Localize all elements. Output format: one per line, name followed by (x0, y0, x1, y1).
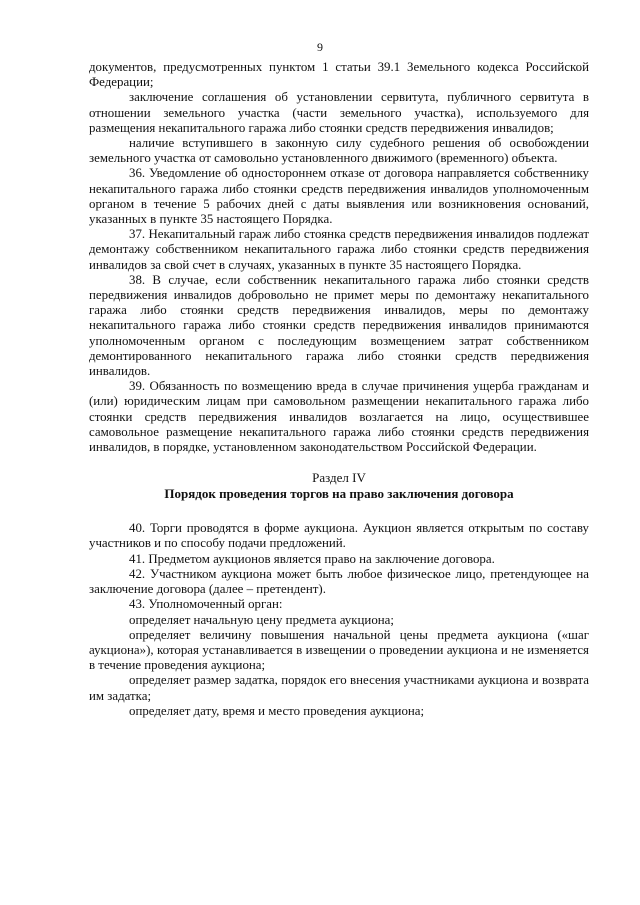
paragraph-43: 43. Уполномоченный орган: (129, 597, 283, 612)
section-body (89, 521, 589, 719)
paragraph: заключение соглашения об установлении сервитута, публичного сервитута в отношении земельного участка (части земельного участка), используемого для размещения некапитального гаража либо стоянки средств передвижения инвалидов; (89, 90, 589, 135)
paragraph-38: 38. В случае, если собственник некапитального гаража либо стоянки средств передвижения инвалидов добровольно не примет меры по демонтажу некапитального гаража либо стоянки средств передвижения инвалидов, меры по демонтажу некапитального гаража либо стоянки средств передвижения инвалидов принимаются уполномоченным органом с последующим возмещением затрат собственником демонтированного некапитального гаража либо стоянки средств передвижения инвалидов. (89, 272, 589, 379)
paragraph-37: 37. Некапитальный гараж либо стоянка средств передвижения инвалидов подлежат демонтажу собственником некапитального гаража либо стоянки средств передвижения инвалидов за свой счет в случаях, указанных в пункте 35 настоящего Порядка. (89, 227, 589, 272)
paragraph-39: 39. Обязанность по возмещению вреда в случае причинения ущерба гражданам и (или) юридическим лицам при самовольном размещении некапитального гаража либо стоянки средств передвижения инвалидов возлагается на лицо, осуществившее самовольное размещение некапитального гаража либо стоянки средств передвижения инвалидов, в порядке, установленном законодательством Российской Федерации. (89, 379, 589, 455)
paragraph-36: 36. Уведомление об одностороннем отказе от договора направляется собственнику некапитального гаража либо стоянки средств передвижения инвалидов уполномоченным органом в течение 5 рабочих дней с даты выявления или возникновения оснований, указанных в пункте 35 настоящего Порядка. (89, 166, 589, 227)
paragraph: наличие вступившего в законную силу судебного решения об освобождении земельного участка от самовольно установленного движимого (временного) объекта. (89, 136, 589, 166)
list-item: определяет начальную цену предмета аукциона; (129, 612, 394, 627)
document-body (89, 60, 589, 719)
paragraph: документов, предусмотренных пунктом 1 статьи 39.1 Земельного кодекса Российской Федерации; (89, 60, 589, 90)
section-title: Порядок проведения торгов на право заключения договора (164, 485, 514, 501)
paragraph-42: 42. Участником аукциона может быть любое физическое лицо, претендующее на заключение договора (далее – претендент). (89, 566, 589, 597)
paragraph-41: 41. Предметом аукционов является право на заключение договора. (129, 551, 495, 566)
list-item: определяет дату, время и место проведения аукциона; (129, 703, 425, 718)
list-item: определяет величину повышения начальной цены предмета аукциона («шаг аукциона»), которая устанавливается в извещении о проведении аукциона и не изменяется в течение проведения аукциона; (89, 627, 589, 673)
section-label: Раздел IV (312, 470, 366, 486)
paragraph-40: 40. Торги проводятся в форме аукциона. Аукцион является открытым по составу участников и по способу подачи предложений. (89, 521, 589, 551)
page-number: 9 (317, 40, 323, 54)
section-heading (89, 470, 589, 501)
list-item: определяет размер задатка, порядок его внесения участниками аукциона и возврата им задатка; (89, 673, 589, 703)
